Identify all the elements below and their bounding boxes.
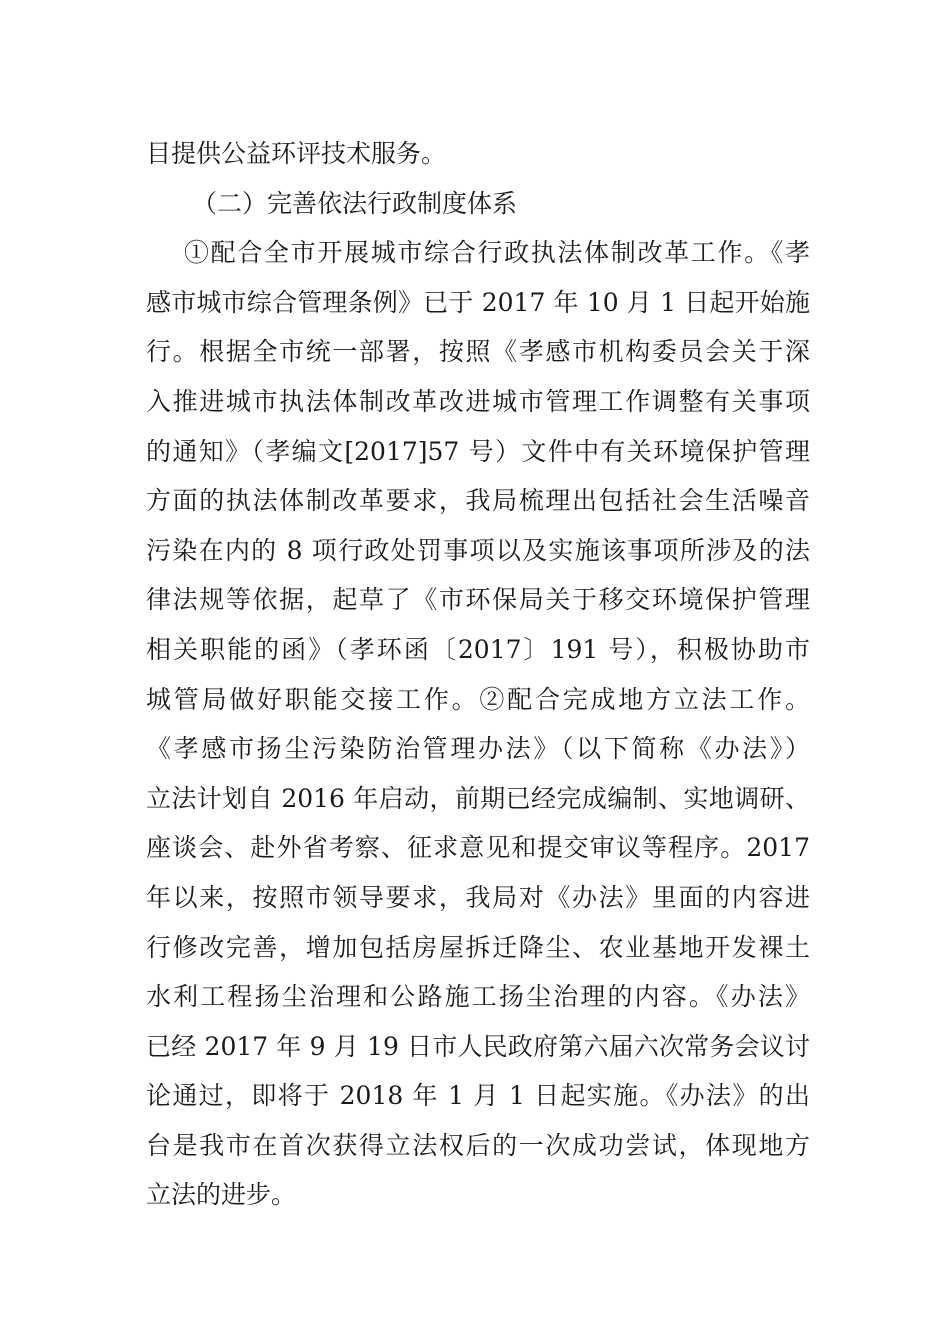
paragraph-line: 目提供公益环评技术服务。 <box>146 139 447 168</box>
section-heading: （二）完善依法行政制度体系 <box>192 188 518 218</box>
paragraph-line: 感市城市综合管理条例》已于 2017 年 10 月 1 日起开始施 <box>146 287 810 317</box>
paragraph-line: 年以来，按照市领导要求，我局对《办法》里面的内容进 <box>146 882 810 912</box>
paragraph-line: 台是我市在首次获得立法权后的一次成功尝试，体现地方 <box>146 1130 810 1160</box>
paragraph-line: 行。根据全市统一部署，按照《孝感市机构委员会关于深 <box>146 337 810 367</box>
paragraph-line: 立法的进步。 <box>146 1180 297 1210</box>
paragraph-line: 入推进城市执法体制改革改进城市管理工作调整有关事项 <box>146 386 810 416</box>
paragraph-line: 水利工程扬尘治理和公路施工扬尘治理的内容。《办法》 <box>146 982 810 1012</box>
document-body <box>146 129 810 1220</box>
paragraph-line: 《孝感市扬尘污染防治管理办法》（以下简称《办法》） <box>146 734 810 764</box>
paragraph-line: 论通过，即将于 2018 年 1 月 1 日起实施。《办法》的出 <box>146 1081 810 1111</box>
paragraph-line: 城管局做好职能交接工作。②配合完成地方立法工作。 <box>146 684 810 714</box>
paragraph-line: 的通知》（孝编文[2017]57 号）文件中有关环境保护管理 <box>146 436 810 466</box>
paragraph-line: 座谈会、赴外省考察、征求意见和提交审议等程序。2017 <box>146 833 810 863</box>
paragraph-line: 已经 2017 年 9 月 19 日市人民政府第六届六次常务会议讨 <box>146 1031 810 1061</box>
paragraph-line: 律法规等依据，起草了《市环保局关于移交环境保护管理 <box>146 585 810 615</box>
paragraph-line: 行修改完善，增加包括房屋拆迁降尘、农业基地开发裸土 <box>146 932 810 962</box>
paragraph-line: 立法计划自 2016 年启动，前期已经完成编制、实地调研、 <box>146 783 810 813</box>
paragraph-line: 相关职能的函》（孝环函〔2017〕191 号），积极协助市 <box>146 634 810 664</box>
paragraph-line: ①配合全市开展城市综合行政执法体制改革工作。《孝 <box>184 238 810 268</box>
paragraph-line: 方面的执法体制改革要求，我局梳理出包括社会生活噪音 <box>146 486 810 516</box>
paragraph-line: 污染在内的 8 项行政处罚事项以及实施该事项所涉及的法 <box>146 535 810 565</box>
